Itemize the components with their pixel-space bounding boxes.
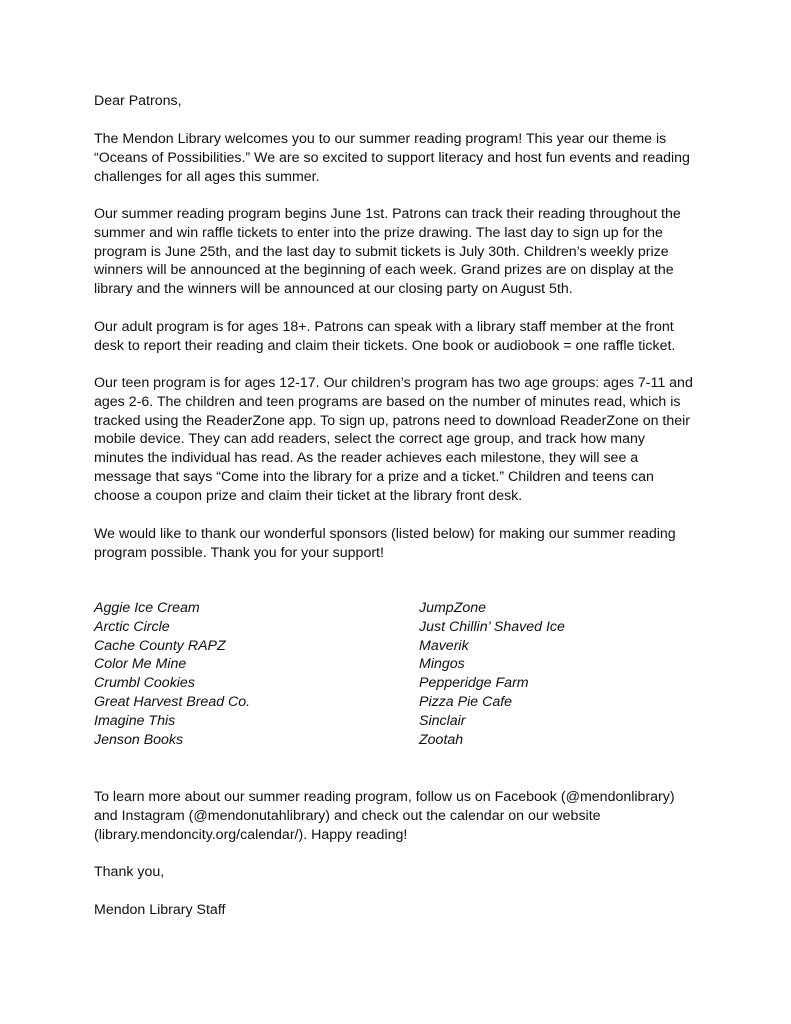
greeting xyxy=(94,92,714,111)
paragraph-line: choose a coupon prize and claim their ticket at the library front desk. xyxy=(94,487,523,504)
paragraph-line: The Mendon Library welcomes you to our summer reading program! This year our theme is xyxy=(94,131,667,147)
adult-program-paragraph xyxy=(94,318,714,356)
paragraph-line: library and the winners will be announced at our closing party on August 5th. xyxy=(94,281,573,298)
paragraph-line: challenges for all ages this summer. xyxy=(94,168,320,185)
paragraph-line: Our summer reading program begins June 1st. Patrons can track their reading throughout the xyxy=(94,206,681,222)
sponsor-item: Crumbl Cookies xyxy=(94,675,195,692)
paragraph-line: summer and win raffle tickets to enter into the prize drawing. The last day to sign up for the xyxy=(94,224,663,241)
sponsor-item: Zootah xyxy=(419,731,464,748)
sponsor-item: Sinclair xyxy=(419,712,466,729)
paragraph-line: and Instagram (@mendonutahlibrary) and check out the calendar on our website xyxy=(94,807,601,824)
learn-more-paragraph xyxy=(94,788,714,844)
teen-children-program-paragraph xyxy=(94,374,714,506)
sponsor-item: Just Chillin’ Shaved Ice xyxy=(419,618,565,635)
paragraph-line: message that says “Come into the library for a prize and a ticket.” Children and teens can xyxy=(94,468,654,485)
closing-line: Thank you, xyxy=(94,864,165,880)
sponsor-item: Pepperidge Farm xyxy=(419,675,529,692)
sponsor-item: Cache County RAPZ xyxy=(94,637,226,654)
sponsor-item: Aggie Ice Cream xyxy=(94,600,200,616)
paragraph-line: To learn more about our summer reading program, follow us on Facebook (@mendonlibrary) xyxy=(94,789,675,805)
paragraph-line: minutes the individual has read. As the reader achieves each milestone, they will see a xyxy=(94,450,639,467)
sponsor-item: Arctic Circle xyxy=(94,618,170,635)
sponsor-item: Maverik xyxy=(419,637,469,654)
thanks-sponsors-paragraph xyxy=(94,525,714,563)
sponsor-item: Pizza Pie Cafe xyxy=(419,693,513,710)
paragraph-line: winners will be announced at the beginning of each week. Grand prizes are on display at the xyxy=(94,262,674,279)
sponsor-item: Jenson Books xyxy=(94,731,184,748)
sponsor-item: Imagine This xyxy=(94,712,176,729)
paragraph-line: tracked using the ReaderZone app. To sign up, patrons need to download ReaderZone on their xyxy=(94,412,691,429)
program-dates-paragraph xyxy=(94,205,714,299)
paragraph-line: (library.mendoncity.org/calendar/). Happy reading! xyxy=(94,826,408,843)
intro-paragraph xyxy=(94,130,714,186)
signature-line: Mendon Library Staff xyxy=(94,902,226,918)
paragraph-line: desk to report their reading and claim their tickets. One book or audiobook = one raffle ticket. xyxy=(94,337,676,354)
paragraph-line: mobile device. They can add readers, select the correct age group, and track how many xyxy=(94,431,645,448)
paragraph-line: ages 2-6. The children and teen programs are based on the number of minutes read, which is xyxy=(94,393,681,410)
sponsor-item: Color Me Mine xyxy=(94,656,187,673)
greeting-line: Dear Patrons, xyxy=(94,93,182,109)
paragraph-line: Our adult program is for ages 18+. Patrons can speak with a library staff member at the front xyxy=(94,319,674,335)
paragraph-line: “Oceans of Possibilities.” We are so excited to support literacy and host fun events and reading xyxy=(94,149,690,166)
sponsor-item: JumpZone xyxy=(419,600,487,616)
sponsor-list-right xyxy=(419,599,565,749)
paragraph-line: Our teen program is for ages 12-17. Our children’s program has two age groups: ages 7-11 and xyxy=(94,375,693,391)
closing xyxy=(94,863,714,882)
paragraph-line: We would like to thank our wonderful sponsors (listed below) for making our summer reading xyxy=(94,526,676,542)
paragraph-line: program is June 25th, and the last day to submit tickets is July 30th. Children’s weekly prize xyxy=(94,243,669,260)
sponsor-item: Mingos xyxy=(419,656,465,673)
signature xyxy=(94,901,714,920)
sponsor-item: Great Harvest Bread Co. xyxy=(94,693,251,710)
paragraph-line: program possible. Thank you for your support! xyxy=(94,544,384,561)
sponsor-list-left xyxy=(94,599,250,749)
